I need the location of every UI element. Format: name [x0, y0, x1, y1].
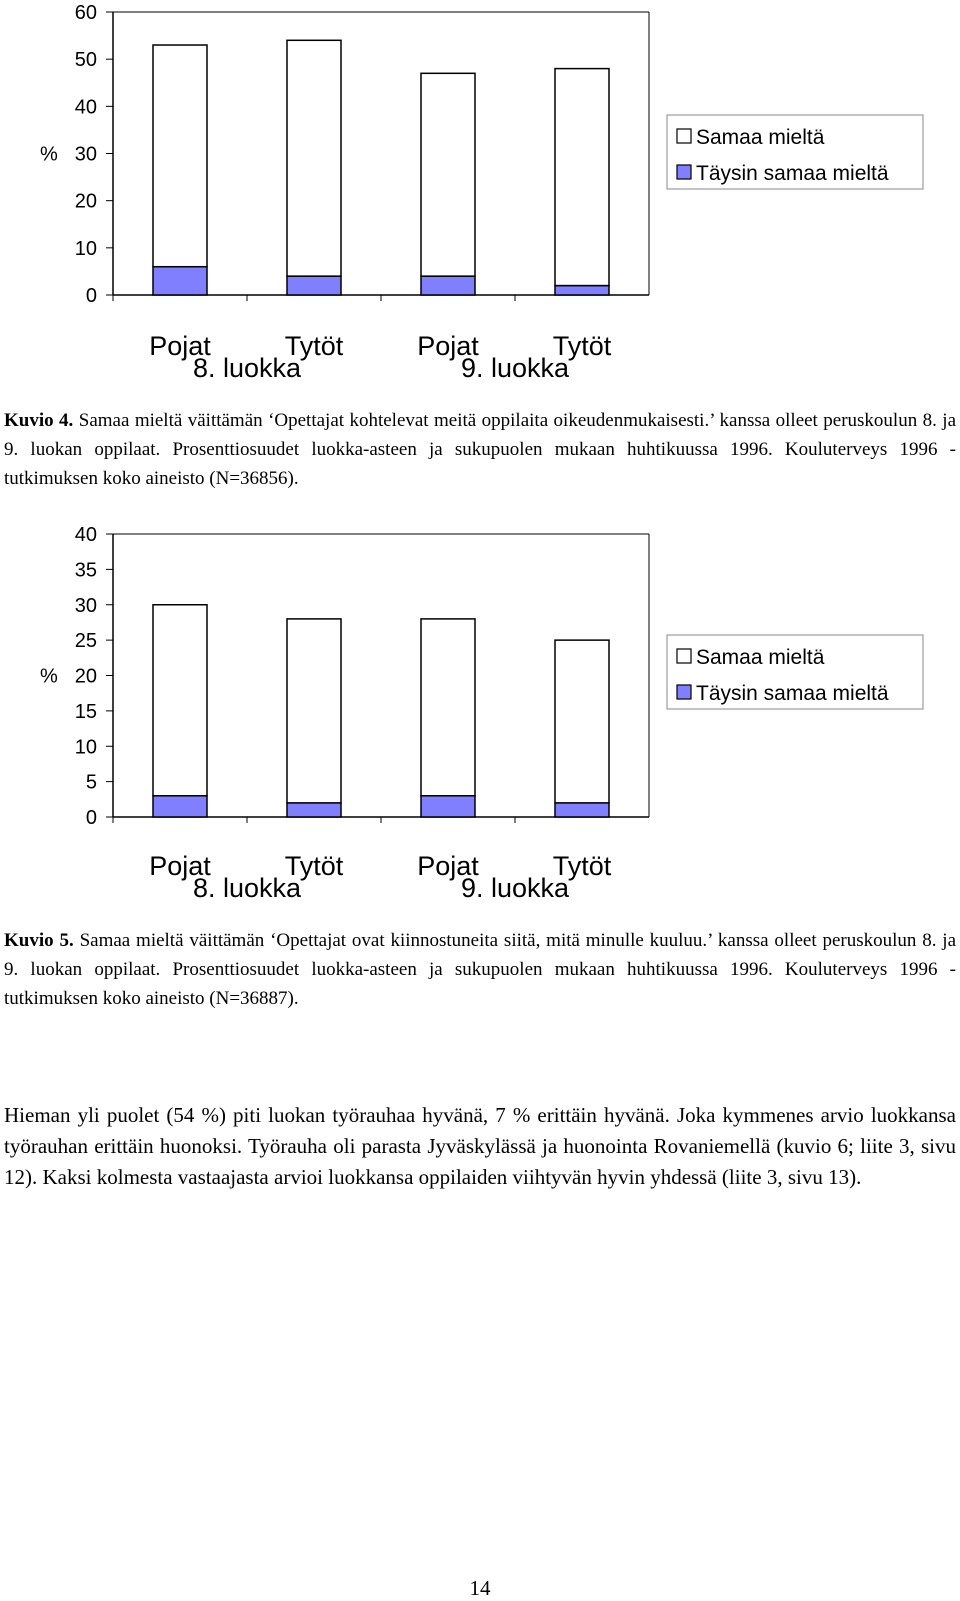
- figure-caption-kuvio-5: [4, 926, 956, 1013]
- y-tick-label: 50: [74, 49, 97, 72]
- y-axis-unit-label: %: [40, 143, 58, 166]
- legend-label: Täysin samaa mieltä: [696, 682, 889, 705]
- bar-segment: [421, 796, 475, 817]
- bar-segment: [421, 276, 475, 295]
- bar-segment: [287, 803, 341, 817]
- x-category-label: Tytöt: [552, 851, 612, 881]
- y-tick-label: 40: [74, 524, 97, 546]
- legend-label: Täysin samaa mieltä: [696, 162, 889, 185]
- bar-segment: [555, 69, 609, 286]
- y-tick-label: 5: [85, 771, 97, 794]
- y-tick-label: 0: [85, 807, 97, 829]
- x-category-label: Pojat: [417, 851, 479, 881]
- caption-text: Samaa mieltä väittämän ‘Opettajat kohtelevat meitä oppilaita oikeudenmukaisesti.’ kanssa olleet peruskoulun 8. ja 9. luokan oppilaat. Prosenttiosuudet luokka-asteen ja sukupuolen mukaan huhtikuussa 1996. Kouluterveys 1996 -tutkimuksen koko aineisto (N=36856).: [4, 410, 957, 489]
- y-tick-label: 30: [74, 594, 97, 617]
- chart-kuvio-5: [0, 520, 960, 920]
- bar-segment: [153, 796, 207, 817]
- y-axis-unit-label: %: [40, 665, 58, 688]
- x-group-label: 8. luokka: [192, 353, 302, 383]
- caption-label: Kuvio 5.: [4, 930, 74, 951]
- x-category-label: Tytöt: [284, 331, 344, 361]
- x-category-label: Pojat: [417, 331, 479, 361]
- bar-segment: [153, 45, 207, 267]
- caption-label: Kuvio 4.: [4, 410, 74, 431]
- x-category-label: Pojat: [149, 331, 211, 361]
- legend-label: Samaa mieltä: [696, 646, 825, 669]
- chart-kuvio-4: [0, 0, 960, 400]
- legend-swatch: [677, 685, 691, 699]
- chart-kuvio-5-svg: [0, 520, 960, 920]
- y-tick-label: 30: [74, 143, 97, 166]
- y-tick-label: 20: [74, 190, 97, 213]
- bar-segment: [287, 276, 341, 295]
- y-tick-label: 15: [74, 700, 97, 723]
- chart-kuvio-4-svg: [0, 0, 960, 400]
- bar-segment: [555, 640, 609, 803]
- bar-segment: [555, 286, 609, 295]
- legend-swatch: [677, 129, 691, 143]
- legend-label: Samaa mieltä: [696, 126, 825, 149]
- x-category-label: Pojat: [149, 851, 211, 881]
- body-paragraph: Hieman yli puolet (54 %) piti luokan työrauhaa hyvänä, 7 % erittäin hyvänä. Joka kymmenes arvio luokkansa työrauhan erittäin huonoksi. Työrauha oli parasta Jyväskylässä ja huonointa Rovaniemellä (kuvio 6; liite 3, sivu 12). Kaksi kolmesta vastaajasta arvioi luokkansa oppilaiden viihtyvän hyvin yhdessä (liite 3, sivu 13).: [4, 1103, 956, 1189]
- page-number: 14: [469, 1576, 491, 1600]
- legend-swatch: [677, 165, 691, 179]
- caption-text: Samaa mieltä väittämän ‘Opettajat ovat kiinnostuneita siitä, mitä minulle kuuluu.’ kanssa olleet peruskoulun 8. ja 9. luokan oppilaat. Prosenttiosuudet luokka-asteen ja sukupuolen mukaan huhtikuussa 1996. Kouluterveys 1996 -tutkimuksen koko aineisto (N=36887).: [4, 930, 957, 1009]
- y-tick-label: 0: [85, 285, 97, 307]
- y-tick-label: 20: [74, 665, 97, 688]
- bar-segment: [153, 267, 207, 295]
- bar-segment: [421, 619, 475, 796]
- y-tick-label: 60: [74, 2, 97, 24]
- bar-segment: [287, 40, 341, 276]
- x-category-label: Tytöt: [552, 331, 612, 361]
- bar-segment: [555, 803, 609, 817]
- y-tick-label: 10: [74, 736, 97, 759]
- bar-segment: [287, 619, 341, 803]
- y-tick-label: 40: [74, 96, 97, 119]
- x-category-label: Tytöt: [284, 851, 344, 881]
- x-group-label: 9. luokka: [460, 873, 570, 903]
- y-tick-label: 35: [74, 559, 97, 582]
- bar-segment: [153, 605, 207, 796]
- y-tick-label: 10: [74, 237, 97, 260]
- legend-swatch: [677, 649, 691, 663]
- figure-caption-kuvio-4: [4, 406, 956, 493]
- bar-segment: [421, 73, 475, 276]
- x-group-label: 9. luokka: [460, 353, 570, 383]
- x-group-label: 8. luokka: [192, 873, 302, 903]
- y-tick-label: 25: [74, 630, 97, 653]
